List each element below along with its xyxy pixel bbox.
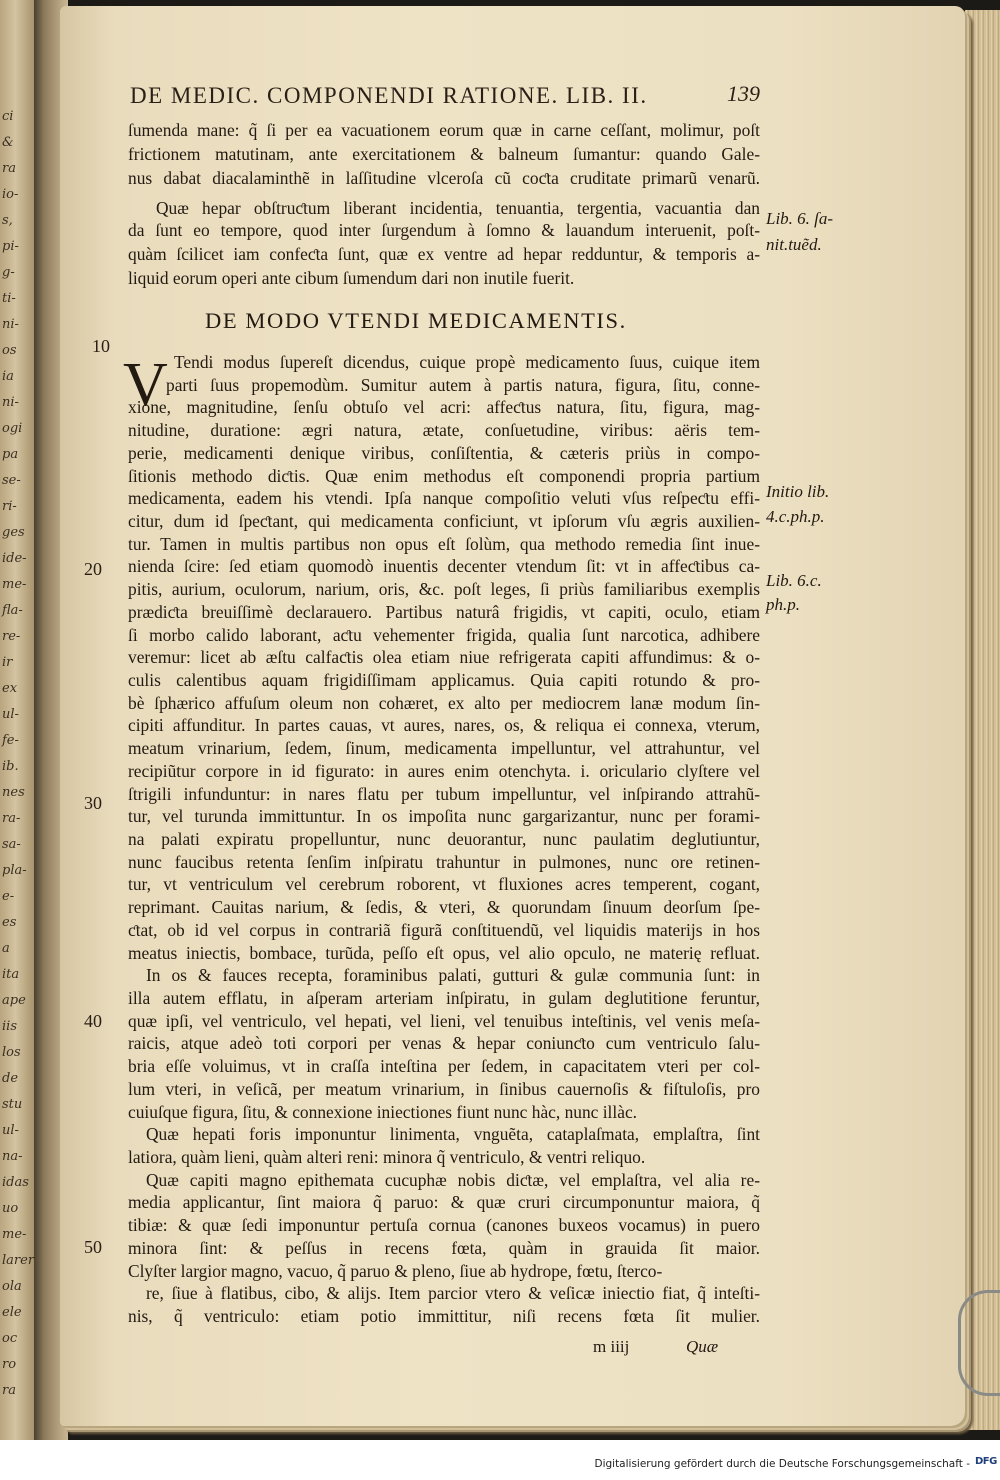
text-line: tur, vt ventriculum vel cerebrum roborent, vt fluxiones acres temperent, cogant,: [128, 874, 760, 894]
text-line: bè ſphærico affuſum oleum non cohæret, ex alto per mediocrem lanæ modum ſin-: [128, 693, 760, 713]
text-line: Clyſter largior magno, vacuo, q̃ paruo & pleno, ſiue ab hydrope, fœtu, ſterco-: [128, 1261, 663, 1281]
page-number: 139: [727, 81, 760, 106]
text-line: da ſunt eo tempore, quod inter ſurgendum à ſomno & lauandum interuenit, poſt-: [128, 220, 760, 240]
left-page-fragment-text: fla-: [2, 603, 23, 618]
text-line: liquid eorum operi ante cibum ſumendum dari non inutile fuerit.: [128, 268, 575, 288]
text-line: cuiuſque figura, ſitu, & connexione iniectiones fiunt nunc hàc, nunc illàc.: [128, 1102, 638, 1122]
left-page-fragment-text: oc: [2, 1331, 18, 1346]
text-line: Quæ hepar obſtruƈtum liberant incidentia, tenuantia, tergentia, vacuantia dan: [156, 198, 760, 218]
left-page-fragment-text: na-: [2, 1149, 23, 1164]
text-line: perie, medicamenti denique viribus, conſiſtentia, & cæteris priùs in compo-: [128, 443, 760, 463]
marginal-note: Lib. 6. ſa-: [766, 209, 834, 228]
drop-cap: V: [123, 351, 168, 419]
line-number: 40: [84, 1011, 102, 1031]
text-line: prædiƈta breuiſſimè declarauero. Partibus naturâ frigidis, vt capiti, oculo, etiam: [128, 602, 760, 622]
left-page-fragment-text: de: [2, 1071, 19, 1086]
left-page-fragment-text: los: [2, 1045, 21, 1060]
left-page-fragment-text: re-: [2, 629, 21, 644]
section-heading: DE MODO VTENDI MEDICAMENTIS.: [205, 308, 627, 333]
left-page-fragment-text: sa-: [2, 837, 21, 852]
left-page-fragment-text: ti-: [2, 291, 16, 306]
catchword: Quæ: [686, 1337, 719, 1356]
text-line: minora ſint: & peſſus in recens fœta, quàm in grauida ſit maior.: [128, 1238, 760, 1258]
left-page-fragment-text: me-: [2, 1227, 27, 1242]
text-line: ſitionis methodo diƈtis. Quæ enim methodus eſt componendi propria partium: [128, 466, 760, 486]
text-line: latiora, quàm lieni, quàm alteri reni: minora q̃ ventriculo, & ventri reliquo.: [128, 1147, 646, 1167]
left-page-fragment-text: ni-: [2, 317, 19, 332]
running-head: DE MEDIC. COMPONENDI RATIONE. LIB. II.: [130, 83, 648, 108]
page-clip: [958, 1290, 1000, 1396]
text-line: cipiti affunditur. In partes cauas, vt aures, nares, os, & reliqua ei connexa, vterum,: [128, 715, 760, 735]
left-page-fragment-text: ci: [2, 109, 14, 124]
left-page-fragment-text: s,: [2, 213, 13, 228]
text-line: Quæ hepati foris imponuntur linimenta, vnguẽta, cataplaſmata, emplaſtra, ſint: [146, 1124, 760, 1144]
left-page-fragment-text: ex: [2, 681, 18, 696]
text-line: illa autem efflatu, in aſperam arteriam inſpiratu, in gulam deglutitione feruntur,: [128, 988, 760, 1008]
left-page-fragment-text: ir: [2, 655, 13, 670]
text-line: tur, vel turunda immittuntur. In os impoſita nunc gargarizantur, nunc per forami-: [128, 806, 760, 826]
text-line: re, ſiue à flatibus, cibo, & alijs. Item parcior vtero & veſicæ iniectio fiat, q̃ inteſti-: [146, 1283, 760, 1303]
text-line: nitudine, duratione: ægri natura, ætate, conſuetudine, viribus: aëris tem-: [128, 420, 760, 440]
left-page-fragment-text: ra: [2, 1383, 16, 1398]
page-edges: [965, 10, 1000, 1430]
left-page-fragment-text: ola: [2, 1279, 22, 1294]
dfg-logo: DFG: [975, 1456, 997, 1467]
text-line: lum vteri, in veſicã, per meatum vrinarium, in ſinibus cauernoſis & fiſtuloſis, pro: [128, 1079, 760, 1099]
left-page-fragment-text: ia: [2, 369, 14, 384]
left-page-fragment-text: io-: [2, 187, 19, 202]
text-line: ſumenda mane: q̃ ſi per ea vacuationem eorum quæ in carne ceſſant, molimur, poſt: [128, 120, 760, 140]
text-line: nis, q̃ ventriculo: etiam potio immittitur, niſi recens fœta ſit mulier.: [128, 1306, 760, 1326]
line-number: 30: [84, 793, 102, 813]
text-line: ƈtat, ob id vel corpus in contrariã figurã conſtituendũ, vel liquidis materijs in hos: [128, 920, 760, 940]
left-page-fragment-text: ri-: [2, 499, 17, 514]
text-line: recipiũtur corpore in id figurato: in aures enim otenchyta. i. oriculario clyſtere vel: [128, 761, 760, 781]
left-page-fragment-text: pi-: [2, 239, 19, 254]
left-page-fragment-text: ul-: [2, 707, 19, 722]
left-page-fragment-text: ib.: [2, 759, 19, 774]
left-page-fragment-text: ra-: [2, 811, 21, 826]
left-page-fragment-text: iis: [2, 1019, 17, 1034]
text-line: tur. Tamen in multis partibus non opus eſt ſolùm, qua methodo remedia ſint inue-: [128, 534, 760, 554]
line-number: 50: [84, 1237, 102, 1257]
left-page-fragment-text: ra: [2, 161, 16, 176]
left-page-fragment-text: uo: [2, 1201, 19, 1216]
text-line: culis calentibus aquam frigidiſſimam applicamus. Quia capiti rotundo & pro-: [128, 670, 760, 690]
text-line: nienda ſcire: ſed etiam quomodò inuentis decenter vtendum ſit: vt in affeƈtibus ca-: [128, 556, 760, 576]
line-number: 10: [92, 336, 110, 356]
text-line: Quæ capiti magno epithemata cucuphæ nobis diƈtæ, vel emplaſtra, vel alia re-: [146, 1170, 760, 1190]
left-page-fragment-text: ul-: [2, 1123, 19, 1138]
left-page-fragment-text: os: [2, 343, 17, 358]
left-page-fragment-text: ide-: [2, 551, 27, 566]
left-page-fragment-text: se-: [2, 473, 21, 488]
text-line: reprimant. Cauitas narium, & ſedis, & vteri, & quorundam ſinuum deorſum ſpe-: [128, 897, 760, 917]
marginal-note: nit.tuẽd.: [766, 235, 822, 254]
text-line: bria eſſe voluimus, vt in craſſa inteſtina per ſedem, in capacitatem vteri per col-: [128, 1056, 760, 1076]
left-page-fragment-text: me-: [2, 577, 27, 592]
text-line: In os & fauces recepta, foraminibus palati, gutturi & gulæ communia ſunt: in: [146, 965, 760, 985]
text-line: citur, dum id ſpeƈtant, qui medicamenta conficiunt, vt ipſorum vſu ægris auxilien-: [128, 511, 760, 531]
text-line: xione, magnitudine, ſenſu obtuſo vel acri: affeƈtus natura, ſitu, figura, mag-: [128, 397, 760, 417]
text-line: nus dabat diacalaminthẽ in laſſitudine vlceroſa cũ coƈta cruditate primarũ venarũ.: [128, 168, 760, 188]
text-line: media applicantur, ſint maiora q̃ paruo: & quæ cruri circumponuntur maiora, q̃: [128, 1192, 760, 1212]
text-line: tibiæ: & quæ ſedi imponuntur pertuſa cornua (canones buxeos vocamus) in puero: [128, 1215, 760, 1235]
text-line: frictionem matutinam, ante exercitationem & balneum ſumantur: quando Gale-: [128, 144, 760, 164]
left-page-fragment-text: pla-: [2, 863, 27, 878]
left-page-fragment-text: ges: [2, 525, 25, 540]
text-line: ſtrigili infunduntur: in nares flatu per tubum impelluntur, vel inſpirando attrahũ-: [128, 784, 760, 804]
footer-credit: Digitalisierung gefördert durch die Deutsche Forschungsgemeinschaft -: [594, 1458, 970, 1470]
marginal-note: Lib. 6.c.: [766, 571, 822, 590]
left-page-fragment-text: fe-: [2, 733, 19, 748]
signature-mark: m iiij: [593, 1337, 630, 1356]
left-page-fragment-text: es: [2, 915, 17, 930]
text-line: na palati expiratu propelluntur, nunc deuorantur, nunc paulatim deglutiuntur,: [128, 829, 760, 849]
left-page-fragment-text: idas: [2, 1175, 29, 1190]
text-line: pitis, aurium, oculorum, narium, oris, &c. poſt leges, ſi priùs familiaribus exemplis: [128, 579, 760, 599]
left-page-fragment-text: stu: [2, 1097, 23, 1112]
text-line: parti ſuus propemodùm. Sumitur autem à partis natura, figura, ſitu, conne-: [166, 375, 760, 395]
left-page-fragment-text: ni-: [2, 395, 19, 410]
left-page-fragment-text: a: [2, 941, 10, 956]
text-line: veremur: licet ab æſtu calfaƈtis olea etiam niue refrigerata capiti affundimus: & o-: [128, 647, 760, 667]
text-line: quæ ipſi, vel ventriculo, vel hepati, vel lieni, vel tenuibus inteſtinis, vel venis meſa-: [128, 1011, 760, 1031]
left-page-fragment-text: &: [2, 135, 14, 150]
left-page-fragment-text: e-: [2, 889, 15, 904]
text-line: nunc faucibus retenta ſenſim inſpiratu trahuntur in pulmones, nunc ore retinen-: [128, 852, 760, 872]
left-page-fragment-text: larer: [2, 1253, 35, 1268]
left-page-fragment-text: g-: [2, 265, 15, 280]
left-page-fragment-text: ro: [2, 1357, 17, 1372]
left-page-fragment-text: nes: [2, 785, 25, 800]
text-line: quàm ſcilicet iam confeƈta ſunt, quæ ex ventre ad hepar redduntur, & temporis a-: [128, 244, 760, 264]
line-number: 20: [84, 559, 102, 579]
text-line: Tendi modus ſupereſt dicendus, cuique propè medicamento ſuus, cuique item: [174, 352, 760, 372]
text-line: meatus iniectis, bombace, turũda, peſſo eſt opus, vel alio opculo, ne materię refluat.: [128, 943, 760, 963]
left-page-fragment-text: pa: [2, 447, 19, 462]
marginal-note: Initio lib.: [766, 482, 830, 501]
marginal-note: ph.p.: [766, 595, 800, 614]
text-line: medicamenta, eadem his vtendi. Ipſa nanque compoſitio veluti vſus reſpeƈtu effi-: [128, 488, 760, 508]
text-line: raicis, atque adeò toti corpori per venas & hepar coniunƈto cum ventriculo ſalu-: [128, 1033, 760, 1053]
left-page-fragment-text: ita: [2, 967, 20, 982]
text-line: ſi morbo calido laborant, aƈtu vehementer frigida, qualia ſunt narcotica, adhibere: [128, 625, 760, 645]
left-page-fragment-text: ogi: [2, 421, 23, 436]
left-page-fragment-text: ape: [2, 993, 26, 1008]
marginal-note: 4.c.ph.p.: [766, 507, 825, 526]
left-page-fragment-text: ele: [2, 1305, 22, 1320]
text-line: meatum vrinarium, ſedem, ſinum, medicamenta impelluntur, vel attrahuntur, vel: [128, 738, 760, 758]
